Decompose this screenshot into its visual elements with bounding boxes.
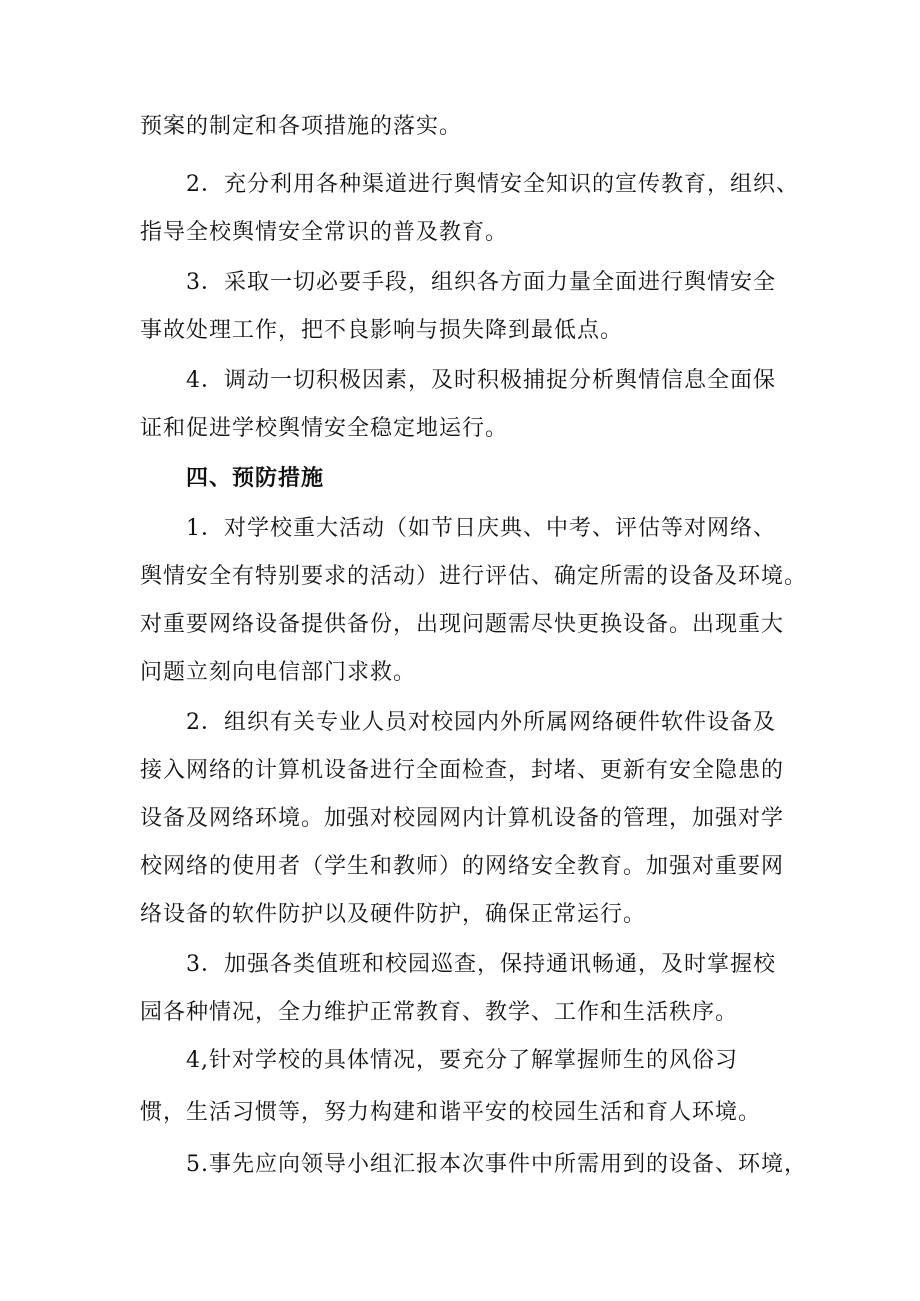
paragraph-line: 4．调动一切积极因素，及时积极捕捉分析舆情信息全面保 xyxy=(186,368,776,393)
paragraph-line: 舆情安全有特别要求的活动）进行评估、确定所需的设备及环境。 xyxy=(140,564,808,589)
paragraph-line: 2．组织有关专业人员对校园内外所属网络硬件软件设备及 xyxy=(186,710,776,735)
paragraph-line: 证和促进学校舆情安全稳定地运行。 xyxy=(140,416,509,441)
section-heading: 四、预防措施 xyxy=(186,466,325,491)
paragraph-line: 络设备的软件防护以及硬件防护，确保正常运行。 xyxy=(140,902,647,927)
paragraph-line: 园各种情况，全力维护正常教育、教学、工作和生活秩序。 xyxy=(140,1000,739,1025)
paragraph-line: 3．采取一切必要手段，组织各方面力量全面进行舆情安全 xyxy=(186,270,776,295)
paragraph-line: 预案的制定和各项措施的落实。 xyxy=(140,114,463,139)
paragraph-line: 接入网络的计算机设备进行全面检查，封堵、更新有安全隐患的 xyxy=(140,758,785,783)
paragraph-line: 设备及网络环境。加强对校园网内计算机设备的管理，加强对学 xyxy=(140,806,785,831)
paragraph-line: 指导全校舆情安全常识的普及教育。 xyxy=(140,220,509,245)
paragraph-line: 问题立刻向电信部门求救。 xyxy=(140,660,417,685)
paragraph-line: 5.事先应向领导小组汇报本次事件中所需用到的设备、环境， xyxy=(186,1152,807,1177)
paragraph-line: 4,针对学校的具体情况，要充分了解掌握师生的风俗习 xyxy=(186,1048,738,1073)
paragraph-line: 事故处理工作，把不良影响与损失降到最低点。 xyxy=(140,318,624,343)
paragraph-line: 对重要网络设备提供备份，出现问题需尽快更换设备。出现重大 xyxy=(140,612,785,637)
paragraph-line: 校网络的使用者（学生和教师）的网络安全教育。加强对重要网 xyxy=(140,854,785,879)
paragraph-line: 1．对学校重大活动（如节日庆典、中考、评估等对网络、 xyxy=(186,516,776,541)
paragraph-line: 3．加强各类值班和校园巡查，保持通讯畅通，及时掌握校 xyxy=(186,952,776,977)
paragraph-line: 2．充分利用各种渠道进行舆情安全知识的宣传教育，组织、 xyxy=(186,172,799,197)
paragraph-line: 惯，生活习惯等，努力构建和谐平安的校园生活和育人环境。 xyxy=(140,1100,762,1125)
